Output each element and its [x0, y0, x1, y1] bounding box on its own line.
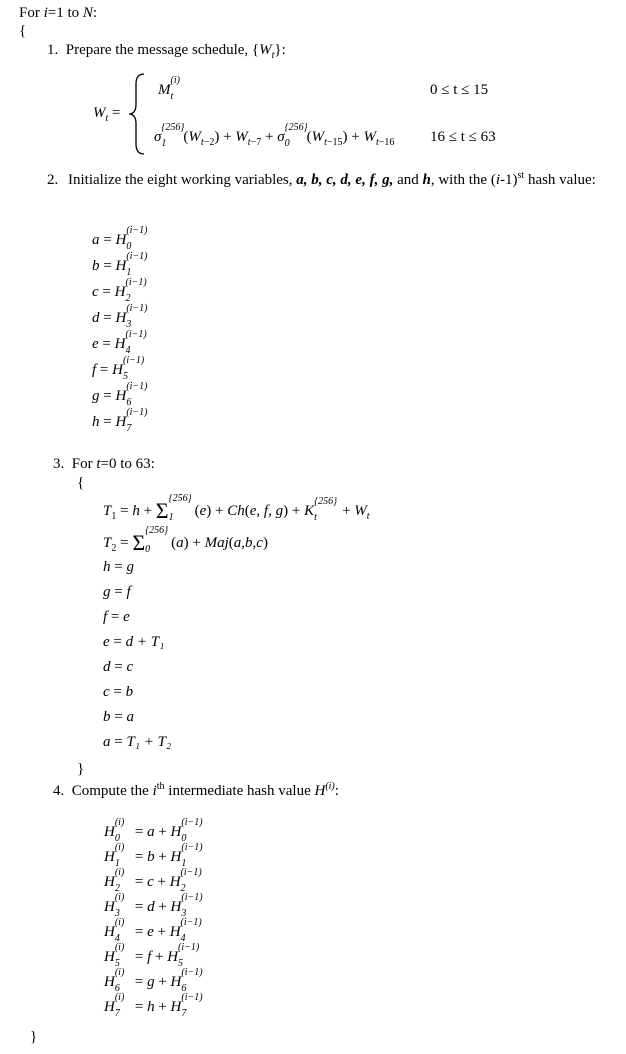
init-idx: 2	[125, 293, 131, 304]
step2-text-a: Initialize the eight working variables,	[68, 172, 297, 188]
init-sup: (i−1)	[125, 277, 147, 288]
init-lhs: d	[92, 310, 100, 326]
init-row-f: f = H (i−1) 5	[92, 355, 145, 382]
step1-heading	[47, 42, 286, 61]
hash-prev-idx: 5	[178, 958, 184, 969]
init-sup: (i−1)	[126, 251, 148, 262]
hash-prev-idx: 0	[181, 833, 187, 844]
hash-var: e	[147, 924, 154, 940]
update-rhs: g	[126, 559, 134, 575]
hash-row: H (i) 2 = c + H (i−1) 2	[104, 867, 202, 894]
init-lhs: a	[92, 232, 100, 248]
hash-prev-sup: (i−1)	[181, 817, 203, 828]
init-sup: (i−1)	[126, 225, 148, 236]
k-sup: {256}	[314, 496, 338, 507]
step2-text	[68, 171, 620, 189]
update-lhs: g	[103, 584, 111, 600]
step1-t: t	[271, 50, 275, 61]
hash-prev-idx: 4	[180, 933, 186, 944]
init-idx: 3	[126, 319, 132, 330]
hash-idx: 6	[114, 983, 120, 994]
step3-number: 3.	[53, 456, 65, 472]
update-lhs: c	[103, 684, 110, 700]
t1-equation: $T_1 = h + \Sigma$ {256} 1 (e) + Ch(e, f, g) + K {256} t + $W_t$	[103, 493, 370, 523]
hash-prev-sup: (i−1)	[181, 967, 203, 978]
step2-vars: a, b, c, d, e, f, g,	[296, 172, 394, 188]
step2-text-d: hash value:	[524, 172, 596, 188]
case-brace-icon	[126, 72, 148, 156]
init-sup: (i−1)	[126, 381, 148, 392]
init-idx: 4	[125, 345, 131, 356]
hash-prev-idx: 6	[181, 983, 187, 994]
update-rhs: d + T₁	[125, 634, 165, 650]
hash-idx: 2	[114, 883, 120, 894]
hash-var: h	[147, 999, 155, 1015]
hash-prev-sup: (i−1)	[181, 892, 203, 903]
step3-t: t	[96, 456, 101, 472]
outer-open-brace: {	[19, 23, 27, 39]
init-row-d: d = H (i−1) 3	[92, 303, 148, 330]
hash-prev-sup: (i−1)	[180, 917, 202, 928]
step4-heading	[53, 781, 339, 799]
hash-sup: (i)	[114, 967, 125, 978]
init-lhs: b	[92, 258, 100, 274]
step2-h: h	[422, 172, 431, 188]
step3-text-a: For	[71, 456, 97, 472]
step3-heading	[53, 457, 155, 472]
hash-sup: (i)	[114, 842, 125, 853]
hash-prev-idx: 1	[181, 858, 187, 869]
hash-prev-idx: 3	[181, 908, 187, 919]
wt-w: W	[93, 105, 106, 121]
init-row-g: g = H (i−1) 6	[92, 381, 148, 408]
init-sup: (i−1)	[126, 303, 148, 314]
hash-prev-idx: 2	[180, 883, 186, 894]
step1-w: W	[259, 42, 272, 58]
case1-m: M	[158, 82, 171, 98]
init-sup: (i−1)	[122, 355, 145, 366]
hash-row: H (i) 3 = d + H (i−1) 3	[104, 892, 203, 919]
init-lhs: g	[92, 388, 100, 404]
loop-var-i: i	[43, 5, 48, 21]
update-row: h = g	[103, 559, 134, 575]
wt-t: t	[105, 113, 109, 124]
init-row-a: a = H (i−1) 0	[92, 225, 148, 252]
update-rhs: a	[126, 709, 134, 725]
init-row-h: h = H (i−1) 7	[92, 407, 148, 434]
update-rhs: f	[126, 584, 131, 600]
hash-var: g	[147, 974, 155, 990]
step4-text-a: Compute the	[71, 783, 153, 799]
hash-row: H (i) 6 = g + H (i−1) 6	[104, 967, 203, 994]
for-colon: :	[92, 5, 98, 21]
case1-expr	[158, 75, 180, 102]
init-idx: 5	[122, 371, 128, 382]
update-row: g = f	[103, 584, 131, 600]
outer-close-brace: }	[30, 1029, 38, 1045]
step4-sup: (i)	[325, 781, 335, 792]
hash-idx: 3	[114, 908, 120, 919]
update-rhs: c	[126, 659, 134, 675]
hash-prev-sup: (i−1)	[178, 942, 200, 953]
step4-h: H	[314, 783, 326, 799]
loop-bound-n: N	[82, 5, 93, 21]
hash-var: b	[147, 849, 155, 865]
update-lhs: d	[103, 659, 111, 675]
case2-expr: σ {256} 1 $(W_{t-2}) + W_{t-7} + \sigma$ {256} 0 $(W_{t-15}) + W_{t-16}$	[154, 122, 395, 149]
case1-sub: t	[170, 91, 174, 102]
hash-prev-idx: 7	[181, 1008, 187, 1019]
t2-equation: $T_2 = \Sigma$ {256} 0 (a) + Maj(a,b,c)	[103, 525, 268, 555]
t2-sigma-sup: {256}	[145, 525, 169, 536]
for-keyword: For	[19, 5, 44, 21]
step2-number: 2.	[47, 172, 59, 188]
init-lhs: h	[92, 414, 100, 430]
init-sup: (i−1)	[125, 329, 147, 340]
wt-eq: =	[112, 105, 121, 121]
step3-close-brace: }	[77, 761, 85, 777]
init-lhs: f	[92, 362, 97, 378]
hash-var: f	[147, 949, 152, 965]
step2-text-b: , with the (	[430, 172, 496, 188]
hash-row: H (i) 0 = a + H (i−1) 0	[104, 817, 203, 844]
init-sup: (i−1)	[126, 407, 148, 418]
hash-sup: (i)	[114, 867, 125, 878]
hash-sup: (i)	[114, 992, 125, 1003]
hash-var: c	[147, 874, 154, 890]
update-row: a = T₁ + T₂	[103, 734, 172, 750]
init-lhs: e	[92, 336, 99, 352]
step4-number: 4.	[53, 783, 65, 799]
step2-i: i	[495, 172, 501, 188]
hash-row: H (i) 1 = b + H (i−1) 1	[104, 842, 203, 869]
update-row: b = a	[103, 709, 134, 725]
hash-idx: 7	[114, 1008, 120, 1019]
update-lhs: h	[103, 559, 111, 575]
hash-var: d	[147, 899, 155, 915]
hash-idx: 4	[114, 933, 120, 944]
case1-condition: 0 ≤ t ≤ 15	[430, 82, 489, 98]
outer-loop-header	[19, 6, 97, 21]
init-row-e: e = H (i−1) 4	[92, 329, 147, 356]
init-idx: 7	[126, 423, 132, 434]
step1-close: }:	[274, 42, 286, 58]
init-lhs: c	[92, 284, 99, 300]
step2-st: st	[517, 170, 525, 181]
hash-row: H (i) 7 = h + H (i−1) 7	[104, 992, 203, 1019]
step2-and: and	[393, 172, 423, 188]
hash-sup: (i)	[114, 817, 125, 828]
wt-lhs	[93, 105, 121, 124]
case2-sigma1-sup: {256}	[161, 122, 185, 133]
hash-row: H (i) 4 = e + H (i−1) 4	[104, 917, 202, 944]
hash-sup: (i)	[114, 917, 125, 928]
init-idx: 6	[126, 397, 132, 408]
update-lhs: b	[103, 709, 111, 725]
case1-sup: (i)	[170, 75, 180, 86]
update-rhs: e	[123, 609, 130, 625]
update-row: e = d + T₁	[103, 634, 165, 650]
step4-i: i	[152, 783, 157, 799]
init-row-b: b = H (i−1) 1	[92, 251, 148, 278]
update-row: d = c	[103, 659, 134, 675]
init-idx: 1	[126, 267, 132, 278]
step4-th: th	[156, 781, 165, 792]
update-row: f = e	[103, 609, 130, 625]
hash-idx: 0	[114, 833, 120, 844]
t1-sigma-sup: {256}	[168, 493, 192, 504]
hash-sup: (i)	[114, 942, 125, 953]
update-rhs: b	[125, 684, 134, 700]
hash-idx: 5	[114, 958, 120, 969]
hash-prev-sup: (i−1)	[180, 867, 202, 878]
hash-var: a	[147, 824, 155, 840]
step3-open-brace: {	[77, 475, 85, 491]
step1-text: Prepare the message schedule, {	[65, 42, 260, 58]
update-lhs: a	[103, 734, 111, 750]
hash-row: H (i) 5 = f + H (i−1) 5	[104, 942, 200, 969]
hash-prev-sup: (i−1)	[181, 842, 203, 853]
step4-text-b: intermediate hash value	[164, 783, 315, 799]
case2-sigma0-sup: {256}	[284, 122, 308, 133]
update-rhs: T₁ + T₂	[126, 734, 172, 750]
init-row-c: c = H (i−1) 2	[92, 277, 147, 304]
step2-text-c: -1)	[500, 172, 518, 188]
update-lhs: e	[103, 634, 110, 650]
hash-idx: 1	[114, 858, 120, 869]
case2-condition: 16 ≤ t ≤ 63	[430, 129, 496, 145]
update-lhs: f	[103, 609, 108, 625]
update-row: c = b	[103, 684, 134, 700]
hash-sup: (i)	[114, 892, 125, 903]
for-range: =1 to	[47, 5, 83, 21]
init-idx: 0	[126, 241, 132, 252]
step4-text-c: :	[334, 783, 339, 799]
hash-prev-sup: (i−1)	[181, 992, 203, 1003]
step3-text-b: =0 to 63:	[100, 456, 155, 472]
step1-number: 1.	[47, 42, 59, 58]
